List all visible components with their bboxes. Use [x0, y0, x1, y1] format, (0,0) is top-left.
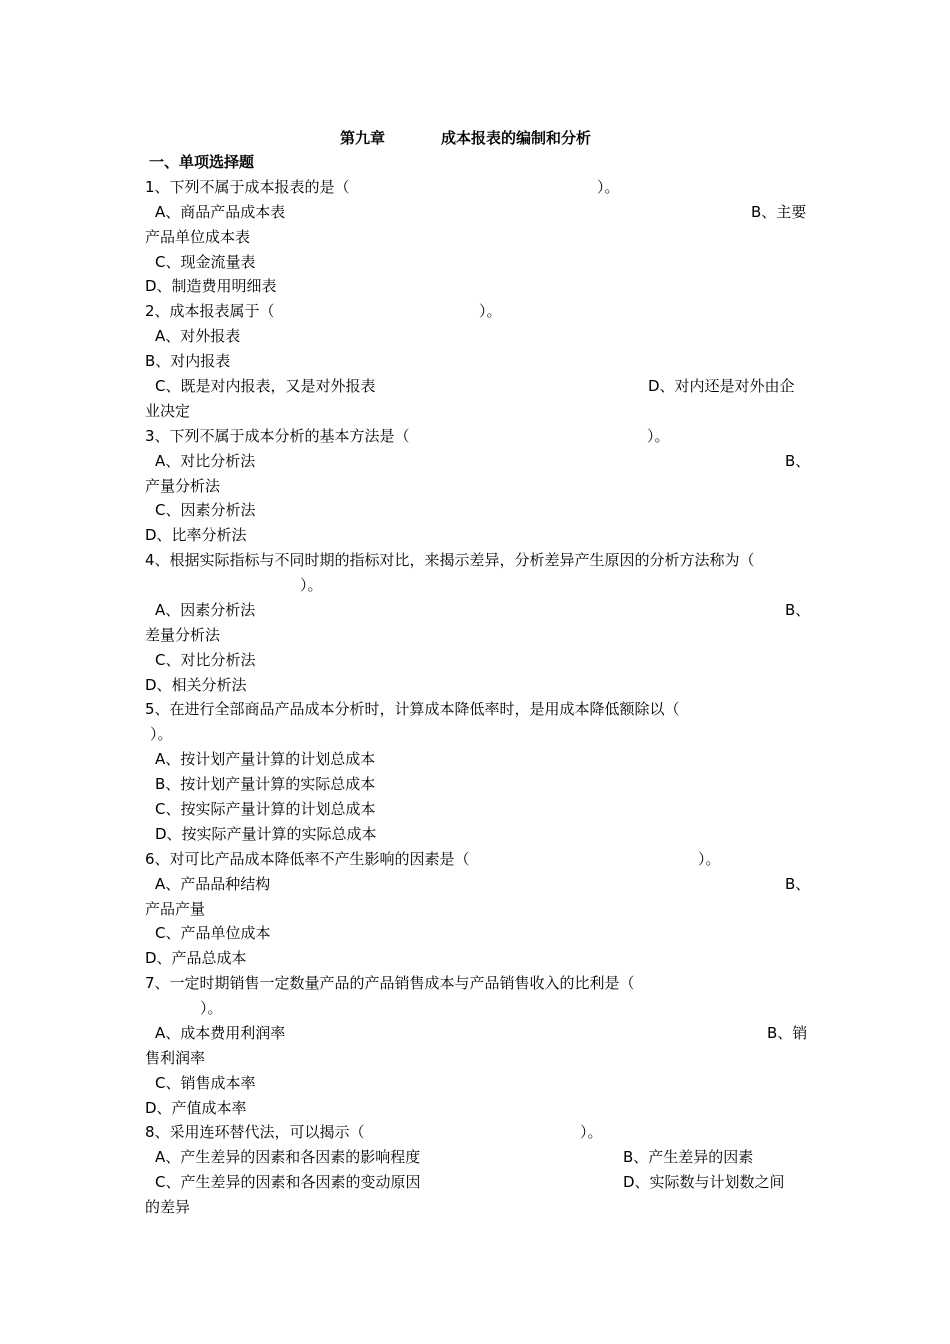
question-5-option-c: C、按实际产量计算的计划总成本 — [155, 800, 376, 818]
question-3-option-b-cont: 产量分析法 — [145, 477, 221, 495]
question-3-option-c: C、因素分析法 — [155, 501, 256, 519]
question-4-option-d: D、相关分析法 — [145, 676, 247, 694]
question-4-option-b-cont: 差量分析法 — [145, 626, 221, 644]
question-8-close: ）。 — [580, 1123, 603, 1141]
question-8-option-a: A、产生差异的因素和各因素的影响程度 — [155, 1148, 421, 1166]
question-1-option-a: A、商品产品成本表 — [155, 203, 286, 221]
question-8-option-d: D、实际数与计划数之间 — [623, 1173, 785, 1191]
page-title — [340, 128, 591, 148]
question-7-option-d: D、产值成本率 — [145, 1099, 247, 1117]
question-7-stem: 7、一定时期销售一定数量产品的产品销售成本与产品销售收入的比利是（ — [145, 974, 635, 992]
question-5-option-b: B、按计划产量计算的实际总成本 — [155, 775, 376, 793]
question-7-option-c: C、销售成本率 — [155, 1074, 256, 1092]
question-2-option-a: A、对外报表 — [155, 327, 241, 345]
question-4-option-c: C、对比分析法 — [155, 651, 256, 669]
question-6-option-b: B、 — [785, 875, 811, 893]
question-2-option-d: D、对内还是对外由企 — [648, 377, 795, 395]
question-4-option-a: A、因素分析法 — [155, 601, 256, 619]
question-8-stem: 8、采用连环替代法，可以揭示（ — [145, 1123, 365, 1141]
question-3-close: ）。 — [647, 427, 670, 445]
question-3-option-d: D、比率分析法 — [145, 526, 247, 544]
question-8-option-d-cont: 的差异 — [145, 1198, 191, 1216]
question-7-close: ）。 — [200, 999, 223, 1017]
question-2-stem: 2、成本报表属于（ — [145, 302, 275, 320]
chapter-topic: 成本报表的编制和分析 — [441, 129, 592, 147]
question-5-option-d: D、按实际产量计算的实际总成本 — [155, 825, 377, 843]
question-1-option-b: B、主要 — [751, 203, 807, 221]
chapter-label: 第九章 — [340, 129, 386, 147]
question-7-option-b: B、销 — [767, 1024, 808, 1042]
question-1-stem: 1、下列不属于成本报表的是（ — [145, 178, 350, 196]
question-2-close: ）。 — [479, 302, 502, 320]
question-8-option-c: C、产生差异的因素和各因素的变动原因 — [155, 1173, 421, 1191]
question-2-option-d-cont: 业决定 — [145, 402, 191, 420]
question-7-option-b-cont: 售利润率 — [145, 1049, 206, 1067]
question-3-stem: 3、下列不属于成本分析的基本方法是（ — [145, 427, 410, 445]
question-1-option-d: D、制造费用明细表 — [145, 277, 277, 295]
question-6-option-b-cont: 产品产量 — [145, 900, 206, 918]
question-5-stem: 5、在进行全部商品产品成本分析时，计算成本降低率时，是用成本降低额除以（ — [145, 700, 680, 718]
question-5-option-a: A、按计划产量计算的计划总成本 — [155, 750, 376, 768]
question-4-close: ）。 — [300, 576, 323, 594]
question-6-stem: 6、对可比产品成本降低率不产生影响的因素是（ — [145, 850, 470, 868]
question-6-option-c: C、产品单位成本 — [155, 924, 271, 942]
question-7-option-a: A、成本费用利润率 — [155, 1024, 286, 1042]
question-3-option-b: B、 — [785, 452, 811, 470]
question-1-option-c: C、现金流量表 — [155, 253, 256, 271]
question-6-option-d: D、产品总成本 — [145, 949, 247, 967]
question-5-close: ）。 — [150, 725, 173, 743]
question-4-stem: 4、根据实际指标与不同时期的指标对比，来揭示差异，分析差异产生原因的分析方法称为（ — [145, 551, 755, 569]
question-8-option-b: B、产生差异的因素 — [623, 1148, 754, 1166]
question-3-option-a: A、对比分析法 — [155, 452, 256, 470]
question-1-close: ）。 — [597, 178, 620, 196]
question-1-option-b-cont: 产品单位成本表 — [145, 228, 251, 246]
question-2-option-b: B、对内报表 — [145, 352, 231, 370]
question-6-option-a: A、产品品种结构 — [155, 875, 271, 893]
question-4-option-b: B、 — [785, 601, 811, 619]
question-2-option-c: C、既是对内报表，又是对外报表 — [155, 377, 376, 395]
question-6-close: ）。 — [698, 850, 721, 868]
section-heading: 一、单项选择题 — [149, 153, 255, 171]
